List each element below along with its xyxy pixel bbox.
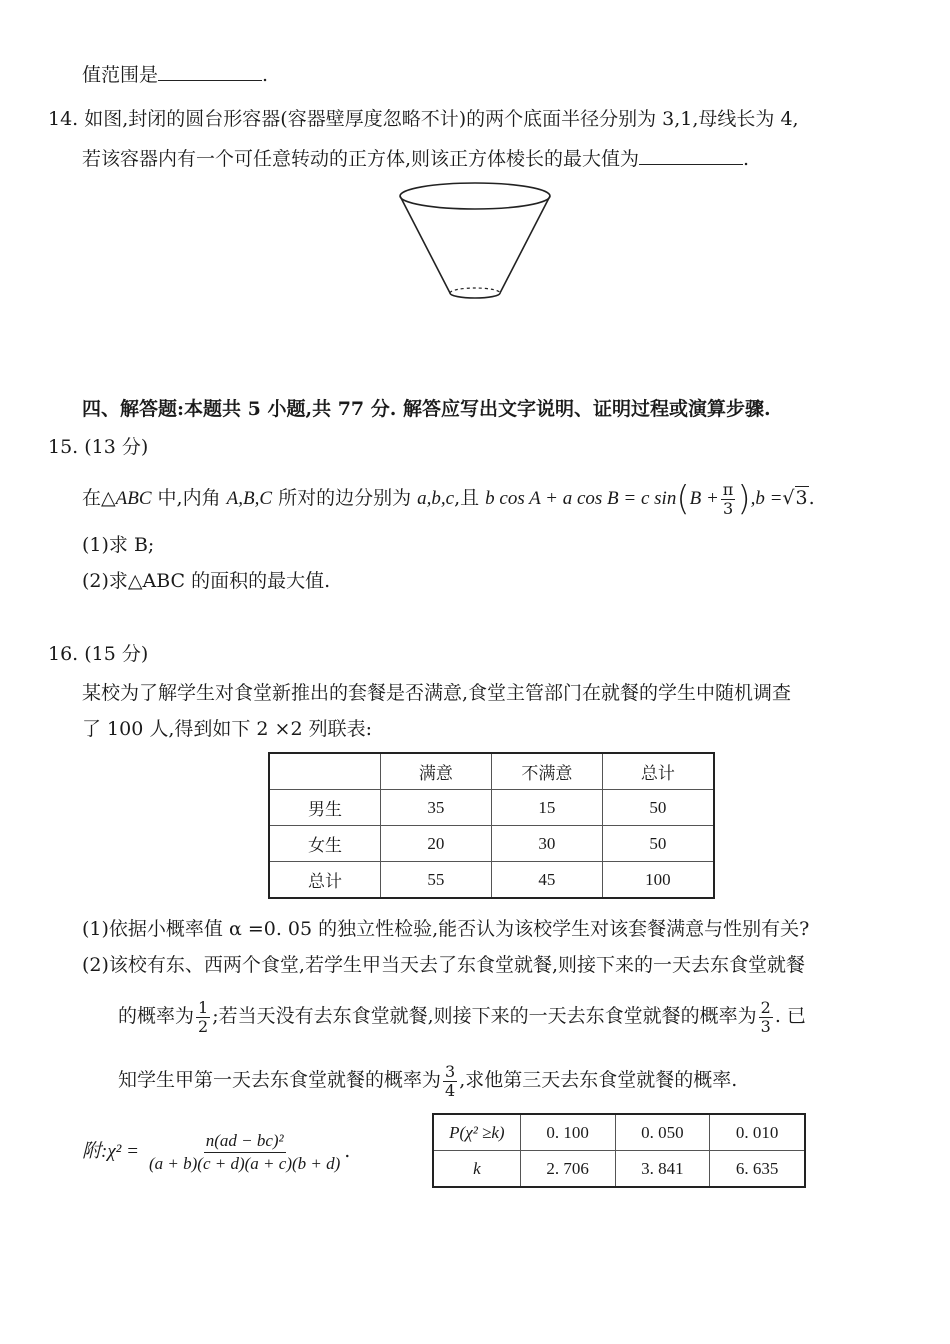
table-cell: 0. 100 [520, 1114, 615, 1151]
q16-line1: 某校为了解学生对食堂新推出的套餐是否满意,食堂主管部门在就餐的学生中随机调查 [82, 682, 792, 704]
q15-period: . [808, 487, 815, 509]
q14-number: 14. [48, 108, 79, 130]
q13-end: . [262, 64, 269, 86]
frac-den: 4 [445, 1080, 456, 1100]
pi-over-3 [721, 481, 736, 518]
q14-text2: 若该容器内有一个可任意转动的正方体,则该正方体棱长的最大值为 [82, 148, 640, 170]
table-cell: 35 [380, 790, 491, 826]
section4-heading: 四、解答题:本题共 5 小题,共 77 分. 解答应写出文字说明、证明过程或演算步骤. [82, 398, 771, 420]
fraction-2-3 [759, 999, 773, 1036]
q16-p2c: . 已 [774, 1005, 806, 1027]
appendix-formula [82, 1128, 350, 1174]
q15-b-eq: ,b = [750, 488, 783, 509]
table-cell: 6. 635 [710, 1151, 805, 1188]
q16-part2-line2 [118, 994, 806, 1038]
table-cell: 2. 706 [520, 1151, 615, 1188]
answer-blank [639, 146, 743, 165]
table-cell: 20 [380, 826, 491, 862]
appendix-end: . [344, 1140, 351, 1162]
frac-num: π [722, 479, 734, 499]
sqrt-sign: √ [782, 487, 795, 509]
answer-blank [158, 62, 262, 81]
table-cell: 30 [491, 826, 602, 862]
q15-vars: A,B,C [226, 488, 273, 509]
q16-part2-line1: (2)该校有东、西两个食堂,若学生甲当天去了东食堂就餐,则接下来的一天去东食堂就餐 [82, 954, 805, 976]
table-header-row [269, 753, 714, 790]
q15-stem-d: ,且 [454, 487, 486, 509]
table-cell: 0. 050 [615, 1114, 710, 1151]
table-cell: 女生 [269, 826, 380, 862]
left-paren: ( [676, 479, 690, 519]
table-cell: 总计 [269, 862, 380, 899]
table-row [269, 826, 714, 862]
q14-line1 [48, 106, 799, 132]
table-cell: P(χ² ≥k) [433, 1114, 520, 1151]
table-header-cell: 总计 [602, 753, 714, 790]
frac-den: (a + b)(c + d)(a + c)(b + d) [149, 1153, 341, 1173]
q15-formula: b cos A + a cos B = c sin [485, 488, 677, 509]
q15-part2: (2)求△ABC 的面积的最大值. [82, 570, 331, 592]
chi-square-label: 附:χ² = [82, 1141, 139, 1162]
table-cell: 男生 [269, 790, 380, 826]
table-row [433, 1151, 805, 1188]
frac-num: 2 [760, 997, 771, 1017]
q15-stem [82, 478, 815, 518]
table-cell: 100 [602, 862, 714, 899]
q16-p2b: ;若当天没有去东食堂就餐,则接下来的一天去东食堂就餐的概率为 [212, 1005, 757, 1027]
q14-end: . [743, 148, 750, 170]
table-cell: 50 [602, 826, 714, 862]
frac-den: 3 [722, 498, 734, 518]
table-cell: 0. 010 [710, 1114, 805, 1151]
q16-p3a: 知学生甲第一天去东食堂就餐的概率为 [118, 1069, 442, 1091]
q16-line2: 了 100 人,得到如下 2 ×2 列联表: [82, 718, 373, 740]
frustum-figure [390, 180, 560, 310]
sqrt-radicand: 3 [795, 487, 808, 509]
chi-square-fraction [147, 1130, 342, 1175]
table-cell: 45 [491, 862, 602, 899]
q15-abc: ABC [115, 488, 152, 509]
q16-part2-line3 [118, 1058, 737, 1102]
contingency-table [268, 752, 715, 899]
q15-stem-c: 所对的边分别为 [272, 487, 418, 509]
table-row [269, 790, 714, 826]
critical-value-table [432, 1113, 806, 1188]
frac-den: 2 [198, 1016, 209, 1036]
q15-stem-b: 中,内角 [151, 487, 227, 509]
fraction-3-4 [443, 1063, 457, 1100]
q16-p2a: 的概率为 [118, 1005, 195, 1027]
q14-text1: 如图,封闭的圆台形容器(容器壁厚度忽略不计)的两个底面半径分别为 3,1,母线长为 4, [84, 108, 799, 130]
q15-part1: (1)求 B; [82, 534, 155, 556]
q16-p3b: ,求他第三天去东食堂就餐的概率. [459, 1069, 738, 1091]
q14-line2 [82, 146, 749, 172]
q13-tail [82, 62, 268, 88]
table-header-cell: 不满意 [491, 753, 602, 790]
table-row [433, 1114, 805, 1151]
frac-den: 3 [760, 1016, 771, 1036]
table-cell: 50 [602, 790, 714, 826]
table-cell: k [433, 1151, 520, 1188]
fraction-1-2 [196, 999, 210, 1036]
table-row [269, 862, 714, 899]
frac-num: 3 [445, 1061, 456, 1081]
q15-sides: a,b,c [417, 488, 455, 509]
q16-header: 16. (15 分) [48, 643, 149, 665]
frac-num: n(ad − bc)² [204, 1130, 286, 1153]
q15-stem-a: 在△ [82, 487, 116, 509]
q15-header: 15. (13 分) [48, 436, 149, 458]
table-cell: 15 [491, 790, 602, 826]
q13-text: 值范围是 [82, 64, 159, 86]
table-header-cell [269, 753, 380, 790]
q16-part1: (1)依据小概率值 α =0. 05 的独立性检验,能否认为该校学生对该套餐满意与性别有关? [82, 918, 810, 940]
table-cell: 55 [380, 862, 491, 899]
table-header-cell: 满意 [380, 753, 491, 790]
frac-num: 1 [198, 997, 209, 1017]
table-cell: 3. 841 [615, 1151, 710, 1188]
right-paren: ) [737, 479, 751, 519]
q15-inner: B + [689, 488, 719, 509]
